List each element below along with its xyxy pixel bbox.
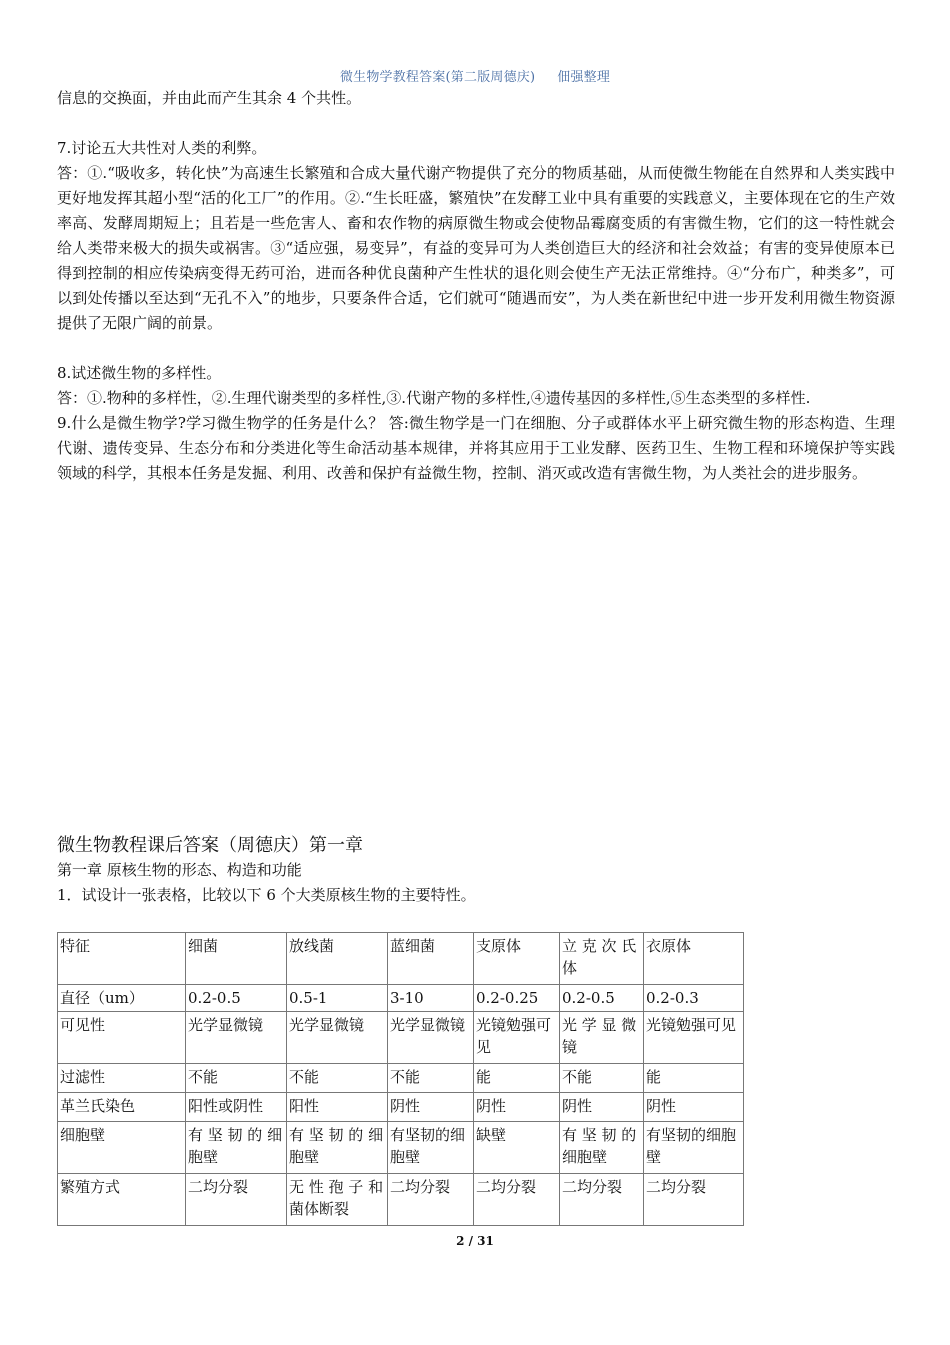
table-cell: 0.2-0.25 (474, 985, 560, 1012)
table-header-row (58, 933, 744, 985)
table-cell: 革兰氏染色 (58, 1093, 186, 1122)
table-cell: 细胞壁 (58, 1122, 186, 1174)
top-line: 信息的交换面，并由此而产生其余 4 个共性。 (57, 89, 362, 107)
table-cell: 不能 (287, 1064, 388, 1093)
table-cell: 繁殖方式 (58, 1174, 186, 1226)
q9-text: 9.什么是微生物学?学习微生物学的任务是什么？ 答:微生物学是一门在细胞、分子或群体水平上研究微生物的形态构造、生理代谢、遗传变异、生态分布和分类进化等生命活动基本规律，并将其应用于工业发酵、医药卫生、生物工程和环境保护等实践领域的科学，其根本任务是发掘、利用、改善和保护有益微生物，控制、消灭或改造有害微生物，为人类社会的进步服务。 (57, 414, 895, 482)
page-header (0, 66, 950, 85)
header-title: 微生物学教程答案(第二版周德庆) (339, 70, 536, 85)
table-cell: 光 学 显 微镜 (560, 1012, 644, 1064)
top-line-block (57, 86, 895, 111)
table-cell: 3-10 (388, 985, 474, 1012)
table-cell: 阳性或阴性 (186, 1093, 287, 1122)
table-cell: 阴性 (474, 1093, 560, 1122)
table-cell: 不能 (186, 1064, 287, 1093)
table-row (58, 985, 744, 1012)
table-cell: 能 (474, 1064, 560, 1093)
table-cell: 二均分裂 (474, 1174, 560, 1226)
table-cell: 可见性 (58, 1012, 186, 1064)
table-question: 1．试设计一张表格，比较以下 6 个大类原核生物的主要特性。 (57, 886, 476, 904)
table-cell: 光镜勉强可见 (474, 1012, 560, 1064)
table-cell: 光学显微镜 (287, 1012, 388, 1064)
table-cell: 能 (644, 1064, 744, 1093)
table-cell: 直径（um） (58, 985, 186, 1012)
table-cell: 二均分裂 (644, 1174, 744, 1226)
table-cell: 缺壁 (474, 1122, 560, 1174)
table-cell: 光学显微镜 (388, 1012, 474, 1064)
table-cell: 不能 (560, 1064, 644, 1093)
q8-question: 8.试述微生物的多样性。 (57, 364, 222, 382)
table-cell: 不能 (388, 1064, 474, 1093)
table-cell: 有 坚 韧 的 细胞壁 (186, 1122, 287, 1174)
table-header-cell: 细菌 (186, 933, 287, 985)
table-cell: 阴性 (560, 1093, 644, 1122)
table-row (58, 1093, 744, 1122)
table-row (58, 1012, 744, 1064)
table-header-cell: 特征 (58, 933, 186, 985)
table-cell: 有坚韧的细胞壁 (644, 1122, 744, 1174)
chapter-title: 第一章 原核生物的形态、构造和功能 (57, 861, 302, 879)
table-row (58, 1122, 744, 1174)
table-cell: 阴性 (644, 1093, 744, 1122)
q8-answer: 答：①.物种的多样性，②.生理代谢类型的多样性,③.代谢产物的多样性,④遗传基因的多样性,⑤生态类型的多样性. (57, 389, 811, 407)
q7-question: 7.讨论五大共性对人类的利弊。 (57, 139, 267, 157)
table-header-cell: 放线菌 (287, 933, 388, 985)
comparison-table (57, 932, 744, 1226)
table-cell: 光镜勉强可见 (644, 1012, 744, 1064)
table-header-cell: 支原体 (474, 933, 560, 985)
page-number: 2 / 31 (456, 1234, 494, 1248)
table-cell: 二均分裂 (186, 1174, 287, 1226)
table-cell: 0.2-0.3 (644, 985, 744, 1012)
q7-answer: 答：①.“吸收多，转化快”为高速生长繁殖和合成大量代谢产物提供了充分的物质基础，从而使微生物能在自然界和人类实践中更好地发挥其超小型“活的化工厂”的作用。②.“生长旺盛，繁殖快”在发酵工业中具有重要的实践意义，主要体现在它的生产效率高、发酵周期短上；且若是一些危害人、畜和农作物的病原微生物或会使物品霉腐变质的有害微生物，它们的这一特性就会给人类带来极大的损失或祸害。③“适应强，易变异”，有益的变异可为人类创造巨大的经济和社会效益；有害的变异使原本已得到控制的相应传染病变得无药可治，进而各种优良菌种产生性状的退化则会使生产无法正常维持。④“分布广，种类多”，可以到处传播以至达到“无孔不入”的地步，只要条件合适，它们就可“随遇而安”，为人类在新世纪中进一步开发利用微生物资源提供了无限广阔的前景。 (57, 164, 895, 332)
table-cell: 光学显微镜 (186, 1012, 287, 1064)
table-cell: 有 坚 韧 的细胞壁 (560, 1122, 644, 1174)
section-title: 微生物教程课后答案（周德庆）第一章 (57, 835, 363, 856)
table-row (58, 1174, 744, 1226)
table-header-cell: 蓝细菌 (388, 933, 474, 985)
table-row (58, 1064, 744, 1093)
table-cell: 二均分裂 (560, 1174, 644, 1226)
header-author: 佃强整理 (557, 70, 611, 85)
table-cell: 阴性 (388, 1093, 474, 1122)
table-cell: 过滤性 (58, 1064, 186, 1093)
table-cell: 0.5-1 (287, 985, 388, 1012)
table-header-cell: 立 克 次 氏体 (560, 933, 644, 985)
table-cell: 有 坚 韧 的 细胞壁 (287, 1122, 388, 1174)
q7-block (57, 136, 895, 336)
table-header-cell: 衣原体 (644, 933, 744, 985)
table-cell: 0.2-0.5 (560, 985, 644, 1012)
table-cell: 有坚韧的细胞壁 (388, 1122, 474, 1174)
table-cell: 无 性 孢 子 和菌体断裂 (287, 1174, 388, 1226)
table-cell: 二均分裂 (388, 1174, 474, 1226)
table-cell: 阳性 (287, 1093, 388, 1122)
q8-block (57, 361, 895, 486)
table-cell: 0.2-0.5 (186, 985, 287, 1012)
